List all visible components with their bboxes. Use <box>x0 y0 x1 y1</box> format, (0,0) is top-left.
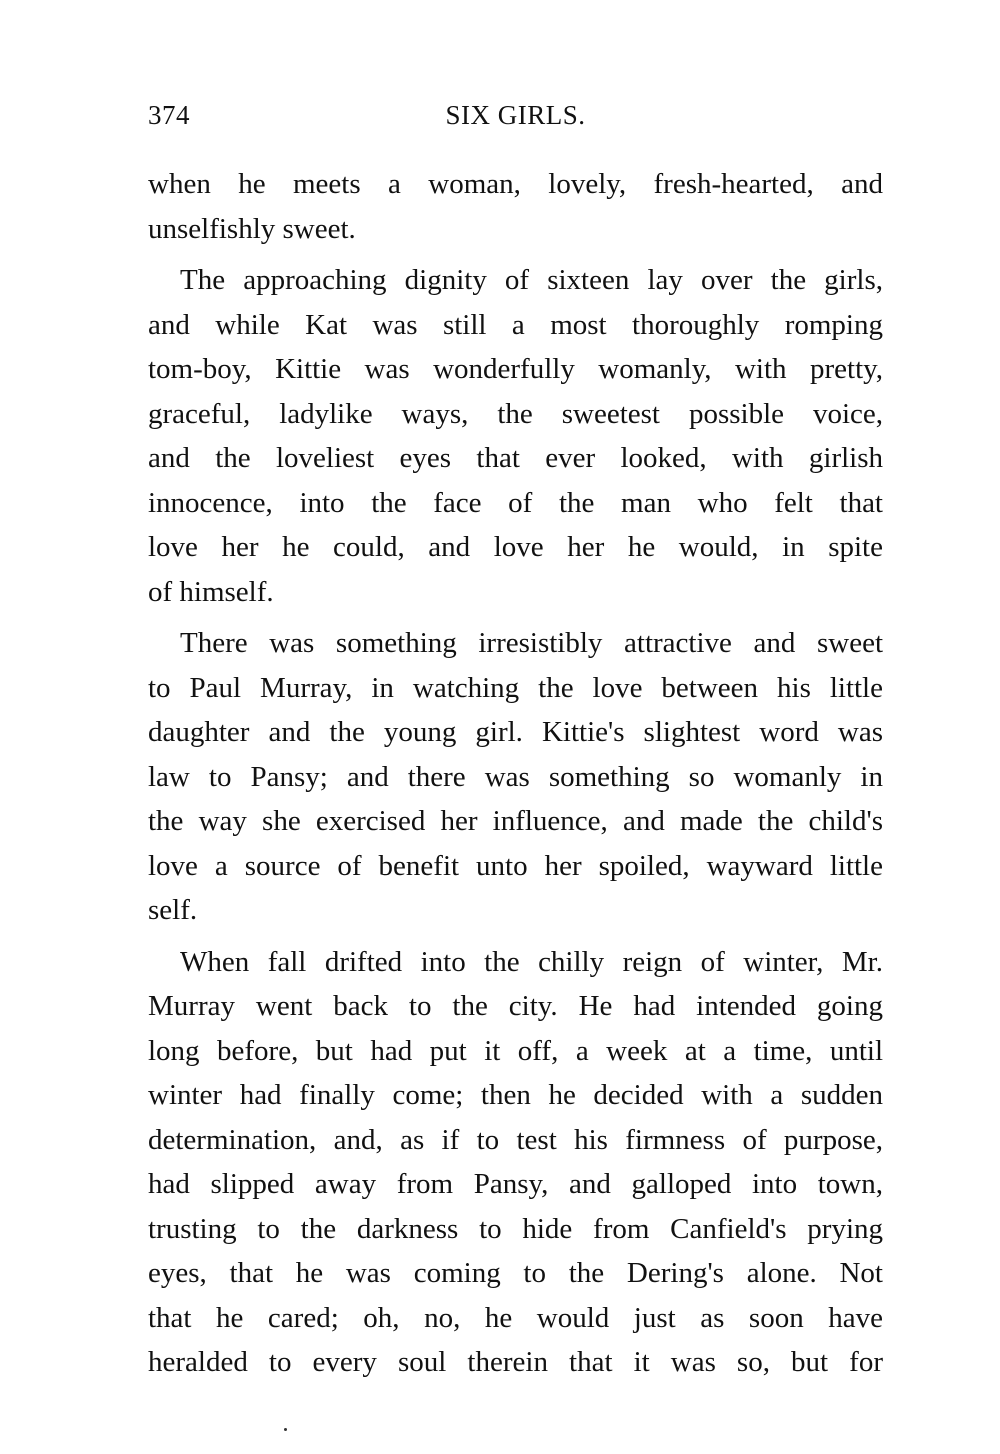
paragraph-2 <box>148 258 883 614</box>
text-line: daughter and the young girl. Kittie's slightest word was <box>148 716 883 748</box>
paragraph-4 <box>148 940 883 1385</box>
paragraph-3 <box>148 621 883 933</box>
text-line: winter had finally come; then he decided with a sudden <box>148 1079 883 1111</box>
text-line: The approaching dignity of sixteen lay over the girls, <box>180 264 883 296</box>
body-text <box>148 162 883 1385</box>
text-line: and while Kat was still a most thoroughly romping <box>148 308 883 341</box>
text-line: trusting to the darkness to hide from Canfield's prying <box>148 1212 883 1245</box>
text-line: when he meets a woman, lovely, fresh-hearted, and <box>148 168 883 200</box>
text-line: tom-boy, Kittie was wonderfully womanly, with pretty, <box>148 353 883 385</box>
text-line: self. <box>148 894 198 926</box>
text-line: the way she exercised her influence, and made the child's <box>148 805 883 837</box>
text-line: heralded to every soul therein that it was so, but for <box>148 1346 883 1378</box>
text-line: There was something irresistibly attractive and sweet <box>180 627 883 659</box>
print-speck <box>284 1428 287 1431</box>
text-line: had slipped away from Pansy, and galloped into town, <box>148 1168 883 1200</box>
text-line: law to Pansy; and there was something so womanly in <box>148 760 883 793</box>
text-line: innocence, into the face of the man who felt that <box>148 486 883 519</box>
text-line: eyes, that he was coming to the Dering's alone. Not <box>148 1257 883 1289</box>
text-line: graceful, ladylike ways, the sweetest possible voice, <box>148 397 883 430</box>
page-header <box>148 100 883 140</box>
text-line: unselfishly sweet. <box>148 212 356 245</box>
text-line: Murray went back to the city. He had intended going <box>148 990 883 1022</box>
text-line: that he cared; oh, no, he would just as soon have <box>148 1301 883 1334</box>
running-title: SIX GIRLS. <box>445 100 586 130</box>
text-line: long before, but had put it off, a week at a time, until <box>148 1034 883 1067</box>
text-line: love a source of benefit unto her spoiled, wayward little <box>148 849 883 882</box>
text-line: When fall drifted into the chilly reign of winter, Mr. <box>180 945 883 978</box>
paragraph-1 <box>148 162 883 251</box>
text-line: determination, and, as if to test his firmness of purpose, <box>148 1123 883 1156</box>
text-line: of himself. <box>148 575 274 608</box>
text-line: love her he could, and love her he would, in spite <box>148 531 883 563</box>
text-line: and the loveliest eyes that ever looked, with girlish <box>148 442 883 474</box>
page-number: 374 <box>148 100 190 130</box>
text-line: to Paul Murray, in watching the love between his little <box>148 671 883 704</box>
